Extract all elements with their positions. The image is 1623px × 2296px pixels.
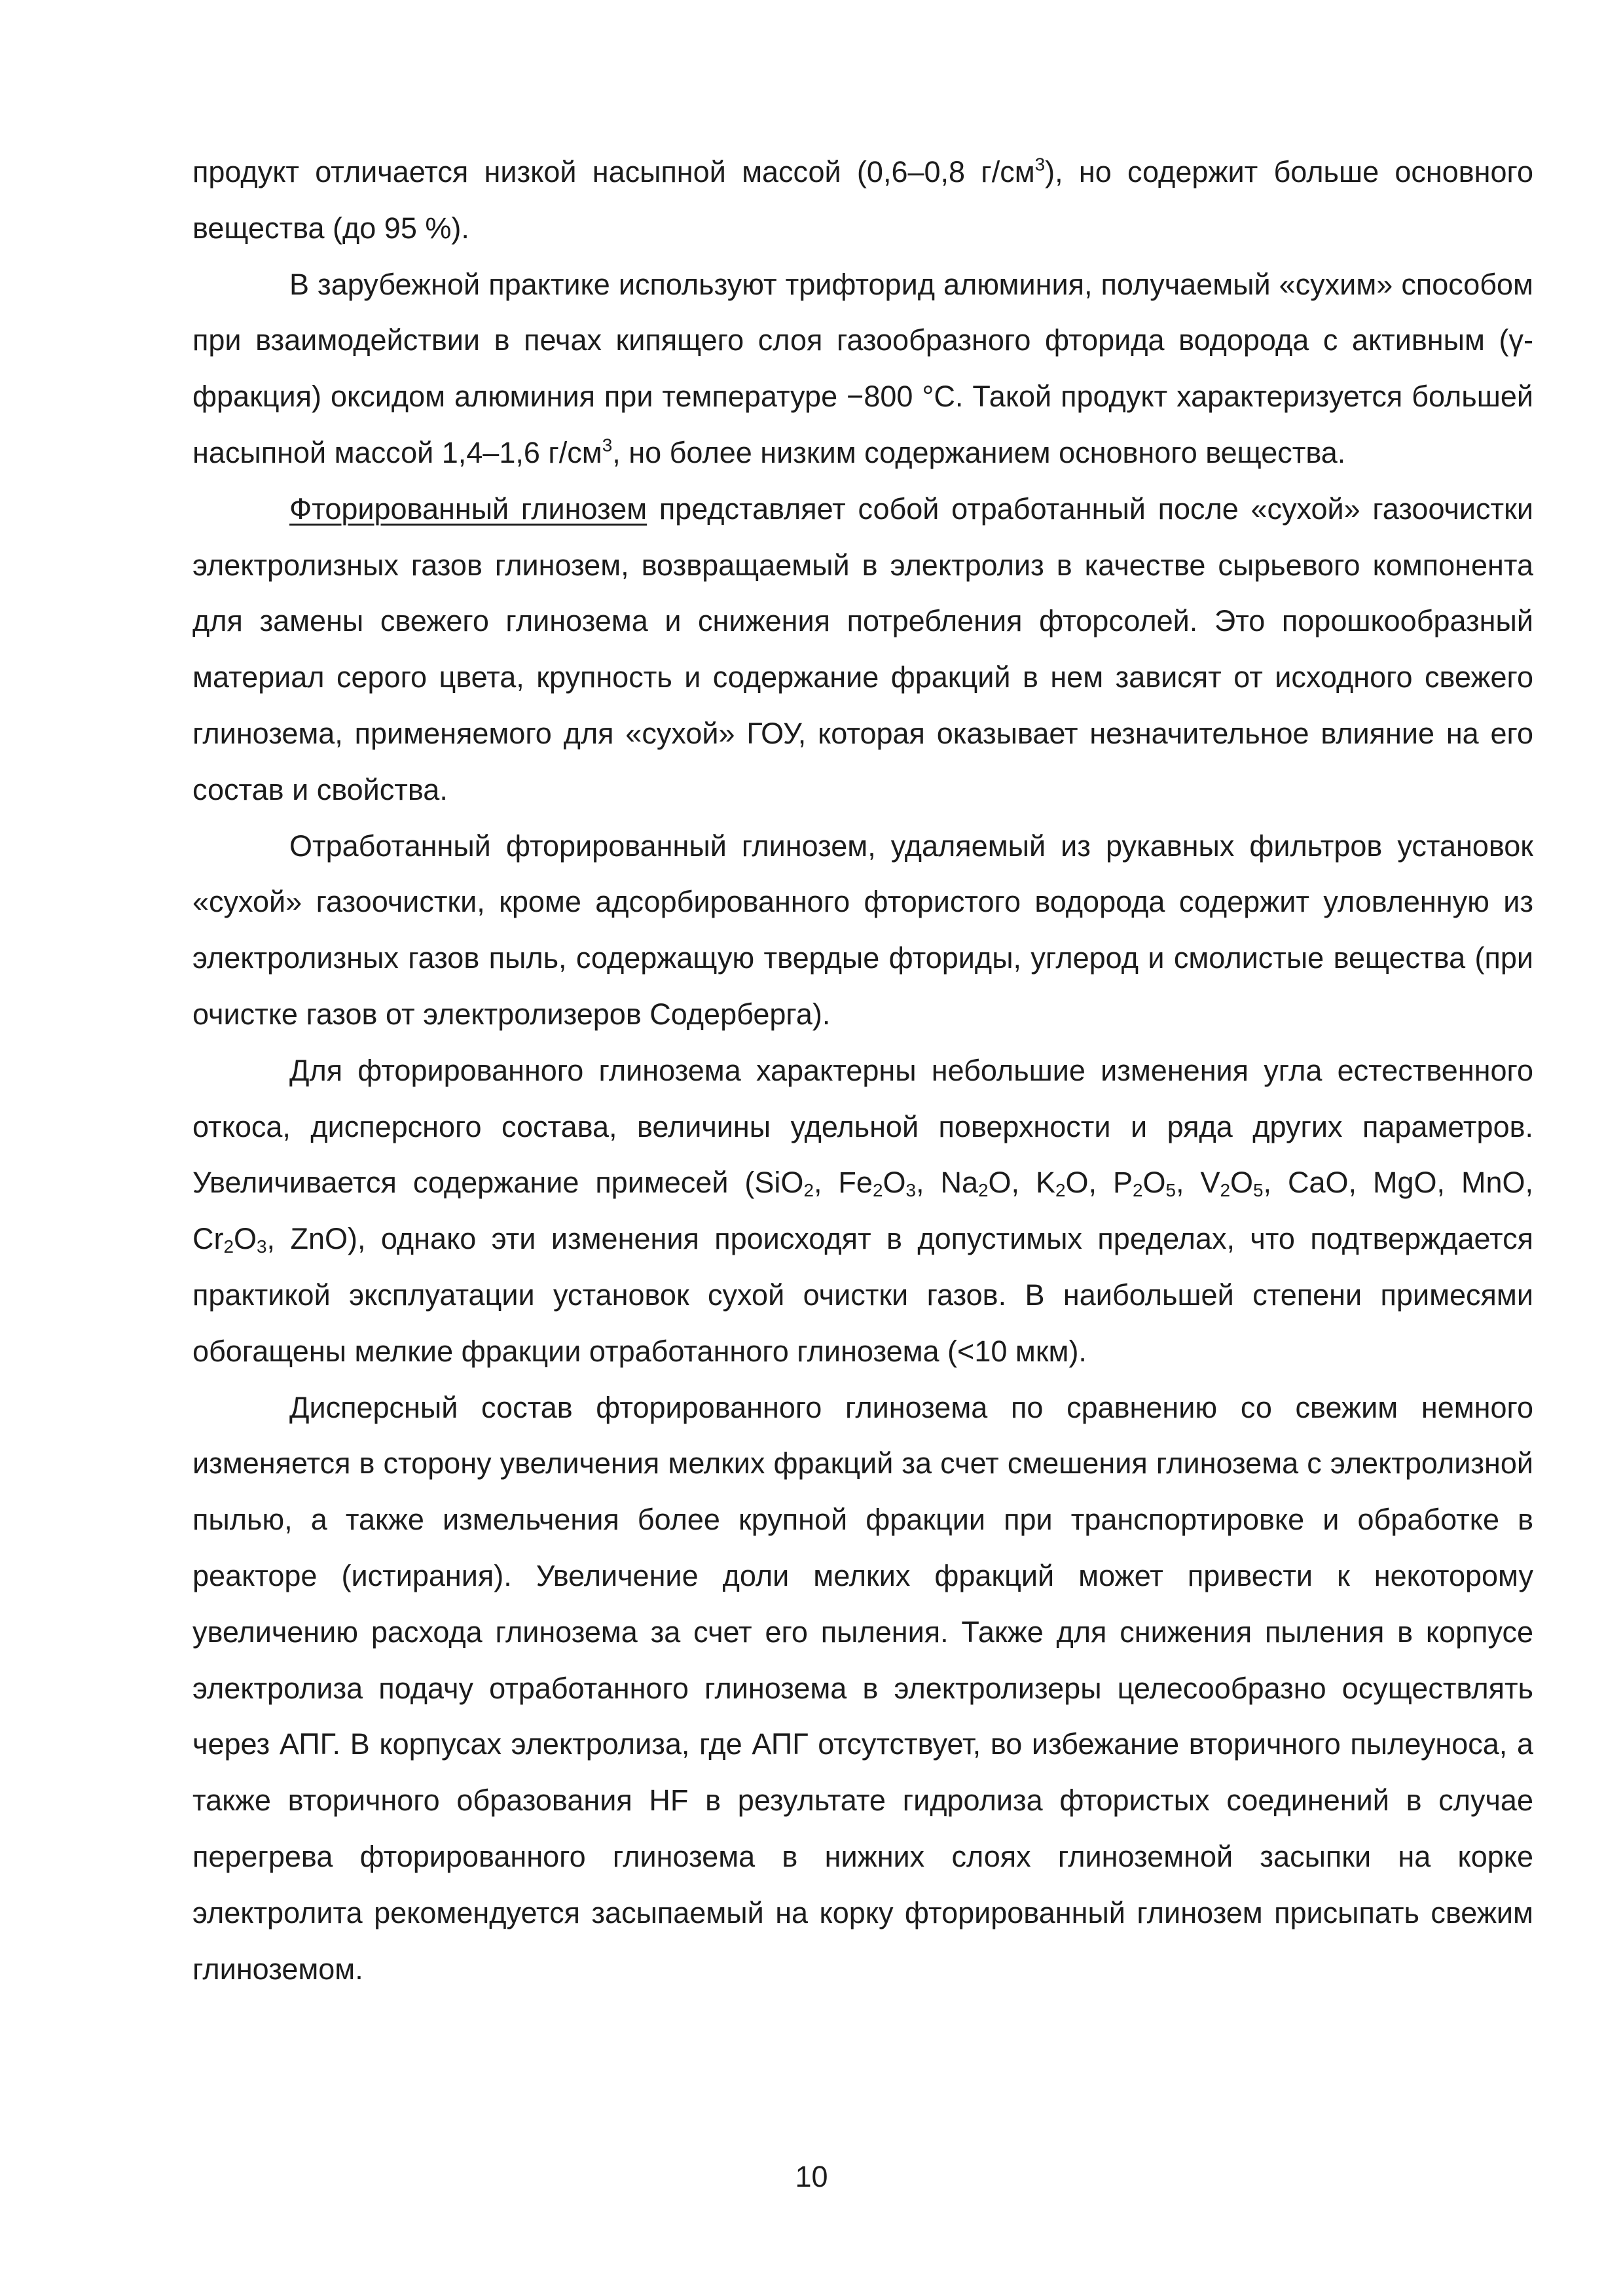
- paragraph-1: [192, 144, 1533, 257]
- text-span: продукт отличается низкой насыпной массой (0,6–0,8 г/см: [192, 155, 1035, 188]
- subscript: 5: [1165, 1180, 1176, 1201]
- text-span: ), но содержит больше основного вещества (до 95 %).: [192, 155, 1533, 245]
- subscript: 2: [872, 1180, 883, 1201]
- subscript: 2: [803, 1180, 814, 1201]
- text-span: , Na: [915, 1166, 978, 1200]
- subscript: 2: [223, 1236, 234, 1257]
- text-span: В зарубежной практике используют трифторид алюминия, получаемый «сухим» способом при взаимодействии в печах кипящего слоя газообразного фторида водорода с активным (γ-фракция) оксидом алюминия при температуре −800 °С. Такой продукт характеризуется большей насыпной массой 1,4–1,6 г/см: [192, 267, 1533, 469]
- subscript: 3: [257, 1236, 267, 1257]
- text-span: O: [234, 1222, 257, 1256]
- subscript: 2: [977, 1180, 989, 1201]
- text-span: O, K: [988, 1166, 1055, 1200]
- text-span: , но более низким содержанием основного вещества.: [612, 435, 1346, 469]
- superscript: 3: [1034, 154, 1046, 175]
- text-span: , CaO, MgO, MnO, Cr: [192, 1166, 1533, 1256]
- paragraph-4: [192, 818, 1533, 1043]
- text-span: представляет собой отработанный после «сухой» газоочистки электролизных газов глинозем, возвращаемый в электролиз в качестве сырьевого компонента для замены свежего глинозема и снижения потребления фторсолей. Это порошкообразный материал серого цвета, крупность и содержание фракций в нем зависят от исходного свежего глинозема, применяемого для «сухой» ГОУ, которая оказывает незначительное влияние на его состав и свойства.: [192, 492, 1533, 806]
- text-span: , Fe: [813, 1166, 873, 1200]
- subscript: 5: [1253, 1180, 1264, 1201]
- page-number: 10: [795, 2160, 828, 2193]
- subscript: 2: [1055, 1180, 1066, 1201]
- body-text: [192, 144, 1533, 1997]
- subscript: 2: [1220, 1180, 1231, 1201]
- text-span: , V: [1176, 1166, 1220, 1200]
- subscript: 3: [905, 1180, 916, 1201]
- text-span: O: [1230, 1166, 1254, 1200]
- paragraph-3: [192, 481, 1533, 818]
- paragraph-5: [192, 1043, 1533, 1380]
- text-span: O: [883, 1166, 906, 1200]
- text-span: , ZnO), однако эти изменения происходят в допустимых пределах, что подтверждается практикой эксплуатации установок сухой очистки газов. В наибольшей степени примесями обогащены мелкие фракции отработанного глинозема (<10 мкм).: [192, 1222, 1533, 1368]
- paragraph-6: [192, 1380, 1533, 1998]
- underlined-term: Фторированный глинозем: [289, 492, 647, 526]
- text-span: O: [1142, 1166, 1166, 1200]
- superscript: 3: [602, 435, 613, 456]
- subscript: 2: [1132, 1180, 1143, 1201]
- paragraph-2: [192, 257, 1533, 481]
- text-span: O, P: [1065, 1166, 1133, 1200]
- text-span: Дисперсный состав фторированного глинозема по сравнению со свежим немного изменяется в сторону увеличения мелких фракций за счет смешения глинозема с электролизной пылью, а также измельчения более крупной фракции при транспортировке и обработке в реакторе (истирания). Увеличение доли мелких фракций может привести к некоторому увеличению расхода глинозема за счет его пыления. Также для снижения пыления в корпусе электролиза подачу отработанного глинозема в электролизеры целесообразно осуществлять через АПГ. В корпусах электролиза, где АПГ отсутствует, во избежание вторичного пылеуноса, а также вторичного образования HF в результате гидролиза фтористых соединений в случае перегрева фторированного глинозема в нижних слоях глиноземной засыпки на корке электролита рекомендуется засыпаемый на корку фторированный глинозем присыпать свежим глиноземом.: [192, 1390, 1533, 1986]
- text-span: Отработанный фторированный глинозем, удаляемый из рукавных фильтров установок «сухой» газоочистки, кроме адсорбированного фтористого водорода содержит уловленную из электролизных газов пыль, содержащую твердые фториды, углерод и смолистые вещества (при очистке газов от электролизеров Содерберга).: [192, 829, 1533, 1031]
- text-span: Для фторированного глинозема характерны небольшие изменения угла естественного откоса, дисперсного состава, величины удельной поверхности и ряда других параметров. Увеличивается содержание примесей (SiO: [192, 1053, 1533, 1200]
